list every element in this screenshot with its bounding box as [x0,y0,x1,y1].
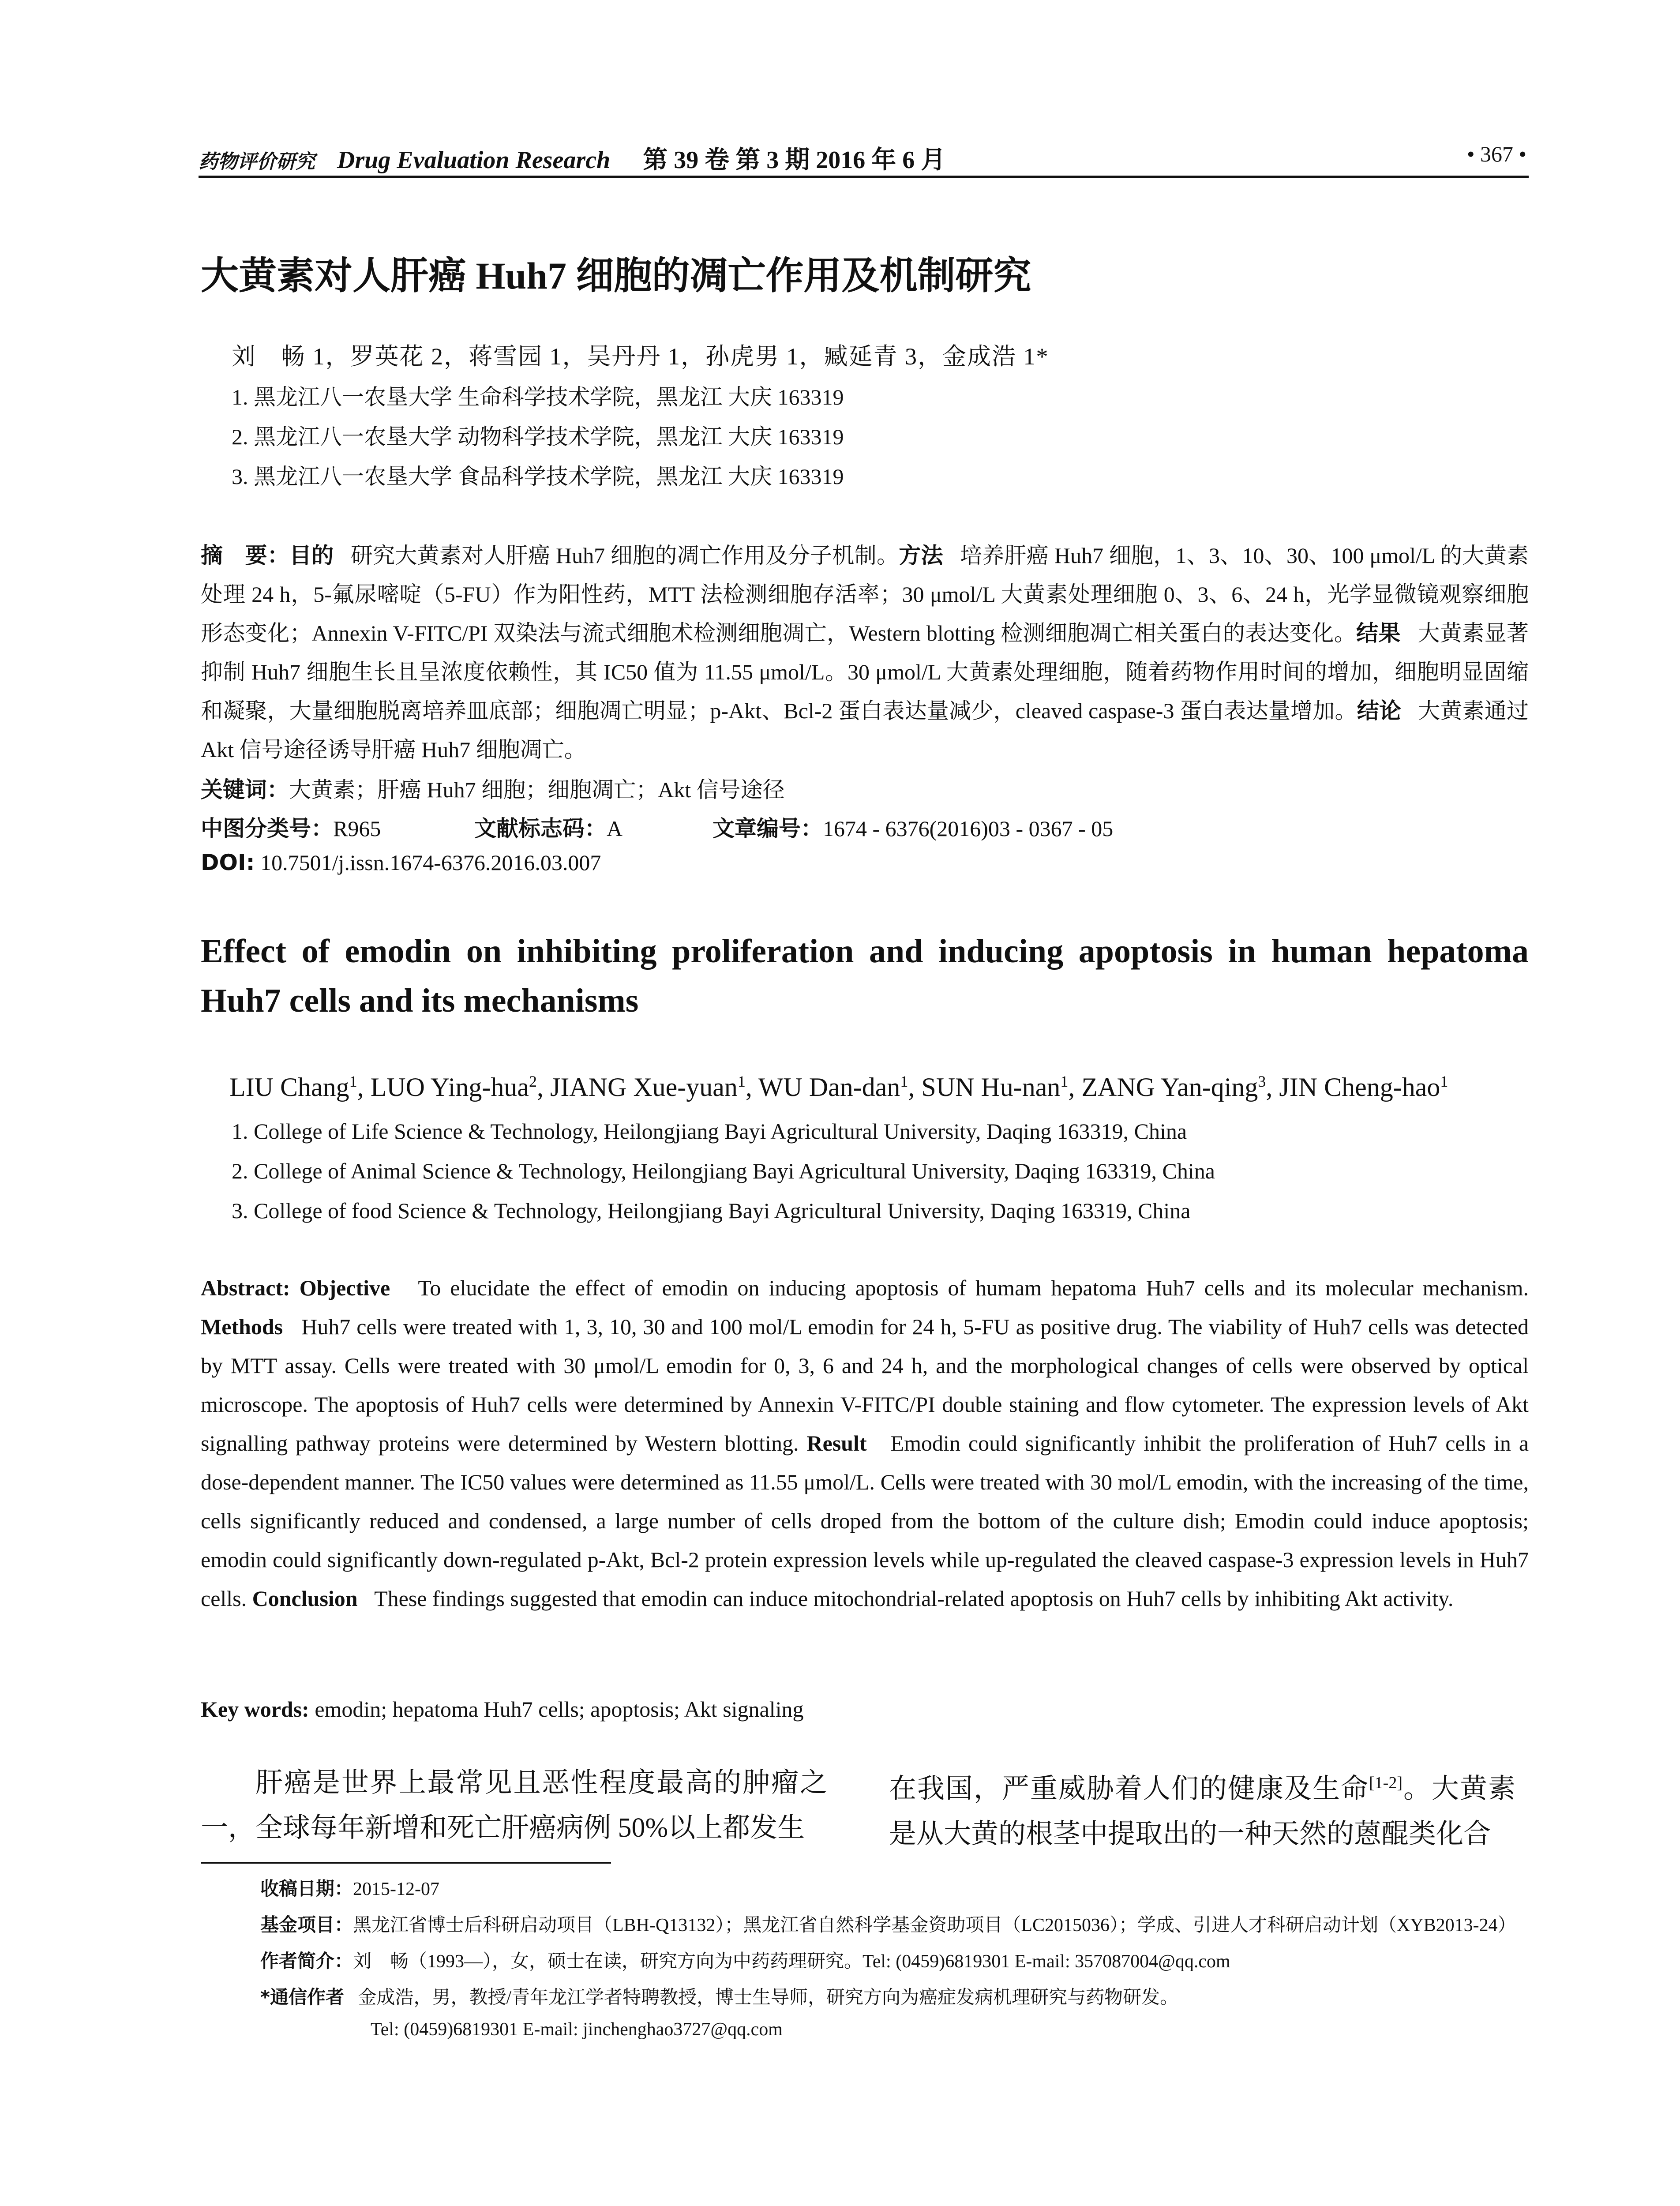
doi-label: DOI: [201,850,255,875]
cn-abstract [201,536,1529,769]
en-keywords [201,1696,804,1722]
body-right-part1: 在我国，严重威胁着人们的健康及生命 [889,1774,1369,1804]
en-keywords-text: emodin; hepatoma Huh7 cells; apoptosis; Akt signaling [315,1697,804,1722]
en-author: LUO Ying-hua [370,1073,529,1102]
en-keywords-label: Key words: [201,1697,309,1722]
journal-name-en: Drug Evaluation Research [337,146,611,174]
footnote-received: 收稿日期：2015-12-07 [260,1878,439,1899]
en-result-label: Result [806,1431,867,1456]
cn-keywords [201,772,785,804]
en-affiliation-3: 3. College of food Science & Technology, Heilongjiang Bayi Agricultural University, Daqing 163319, China [232,1198,1191,1223]
body-column-right [889,1760,1515,1857]
doi [201,850,601,875]
en-methods: Huh7 cells were treated with 1, 3, 10, 30 and 100 mol/L emodin for 24 h, 5-FU as positive drug. The viability of Huh7 cells was detected by MTT assay. Cells were treated with 30 μmol/L emodin for 0, 3, 6 and 24 h, and the morphological changes of cells were observed by optical microscope. The apoptosis of Huh7 cells were determined by Annexin V-FITC/PI double staining and flow cytometer. The expression levels of Akt signalling pathway proteins were determined by Western blotting. [201,1314,1529,1456]
body-column-left: 肝癌是世界上最常见且恶性程度最高的肿瘤之一，全球每年新增和死亡肝癌病例 50%以上都发生 [201,1768,827,1843]
citation-ref: [1-2] [1369,1774,1402,1792]
footnote-corresponding: *通信作者 金成浩，男，教授/青年龙江学者特聘教授，博士生导师，研究方向为癌症发病机理研究与药物研发。 [260,1986,1179,2008]
en-authors: LIU Chang$^1$, LUO Ying-hua$^2$, JIANG Xue-yuan$^1$, WU Dan-dan$^1$, SUN Hu-nan$^1$, ZANG Yan-qing$^3$, JIN Cheng-hao$^1$ [229,1073,1448,1102]
cn-methods: 培养肝癌 Huh7 细胞，1、3、10、30、100 μmol/L 的大黄素处理 24 h，5-氟尿嘧啶（5-FU）作为阳性药，MTT 法检测细胞存活率；30 μmol/L 大黄素处理细胞 0、3、6、24 h，光学显微镜观察细胞形态变化；Annexin V-FITC/PI 双染法与流式细胞术检测细胞凋亡，Western blotting 检测细胞凋亡相关蛋白的表达变化。 [201,543,1529,645]
en-title: Effect of emodin on inhibiting proliferation and inducing apoptosis in human hepatoma Huh7 cells and its mechanisms [201,933,1529,1019]
en-author: JIN Cheng-hao [1279,1073,1440,1102]
cn-conclusion: 大黄素通过 Akt 信号途径诱导肝癌 Huh7 细胞凋亡。 [201,698,1529,762]
footnote-fund: 基金项目：黑龙江省博士后科研启动项目（LBH-Q13132）；黑龙江省自然科学基金资助项目（LC2015036）；学成、引进人才科研启动计划（XYB2013-24） [260,1914,1516,1936]
en-affiliation-2: 2. College of Animal Science & Technology, Heilongjiang Bayi Agricultural University, Daqing 163319, China [232,1159,1215,1183]
en-result: Emodin could significantly inhibit the proliferation of Huh7 cells in a dose-dependent manner. The IC50 values were determined as 11.55 μmol/L. Cells were treated with 30 mol/L emodin, with the increasing of the time, cells significantly reduced and condensed, a large number of cells droped from the bottom of the culture dish; Emodin could induce apoptosis; emodin could significantly down-regulated p-Akt, Bcl-2 protein expression levels while up-regulated the cleaved caspase-3 expression levels in Huh7 cells. [201,1431,1529,1611]
en-author: WU Dan-dan [758,1073,900,1102]
doc-code: 文献标志码：A [474,816,623,841]
cn-classification-row [201,811,1114,843]
en-abstract [201,1268,1529,1618]
cn-title: 大黄素对人肝癌 Huh7 细胞的凋亡作用及机制研究 [201,255,1031,297]
en-author: JIANG Xue-yuan [550,1073,738,1102]
en-author: SUN Hu-nan [921,1073,1061,1102]
cn-affiliation-1: 1. 黑龙江八一农垦大学 生命科学技术学院，黑龙江 大庆 163319 [232,385,844,409]
clc-code: 中图分类号：R965 [201,816,381,841]
cn-affiliation-2: 2. 黑龙江八一农垦大学 动物科学技术学院，黑龙江 大庆 163319 [232,424,844,449]
volume-issue: 第 39 卷 第 3 期 2016 年 6 月 [643,146,946,174]
cn-keywords-label: 关键词： [201,777,289,803]
en-author: LIU Chang [229,1073,349,1102]
en-abstract-label: Abstract: Objective [201,1276,390,1300]
cn-results-label: 结果 [1356,620,1401,646]
running-header [199,140,1522,176]
cn-authors: 刘 畅 1，罗英花 2，蒋雪园 1，吴丹丹 1，孙虎男 1，臧延青 3，金成浩 1* [232,343,1049,370]
cn-results: 大黄素显著抑制 Huh7 细胞生长且呈浓度依赖性，其 IC50 值为 11.55 μmol/L。30 μmol/L 大黄素处理细胞，随着药物作用时间的增加，细胞明显固缩和凝聚，大量细胞脱离培养皿底部；细胞凋亡明显；p-Akt、Bcl-2 蛋白表达量减少，cleaved caspase-3 蛋白表达量增加。 [201,621,1529,723]
cn-abstract-label: 摘 要： [201,543,290,568]
article-number: 文章编号：1674 - 6376(2016)03 - 0367 - 05 [712,816,1114,841]
footnote-author: 作者简介：刘 畅（1993—），女，硕士在读，研究方向为中药药理研究。Tel: (0459)6819301 E-mail: 357087004@qq.com [260,1950,1230,1972]
body-right-part2: 。大黄素是从大黄的根茎中提取出的一种天然的蒽醌类化合 [889,1774,1515,1849]
en-methods-label: Methods [201,1314,283,1339]
footnote-corr-contact: Tel: (0459)6819301 E-mail: jinchenghao3727@qq.com [371,2019,783,2040]
header-rule [199,176,1529,178]
cn-conclusion-label: 结论 [1357,698,1402,724]
en-author: ZANG Yan-qing [1081,1073,1258,1102]
cn-objective-label: 目的 [289,543,334,568]
doi-value: 10.7501/j.issn.1674-6376.2016.03.007 [260,850,601,875]
cn-keywords-text: 大黄素；肝癌 Huh7 细胞；细胞凋亡；Akt 信号途径 [289,777,785,802]
cn-objective: 研究大黄素对人肝癌 Huh7 细胞的凋亡作用及分子机制。 [350,543,899,568]
cn-methods-label: 方法 [899,543,943,568]
cn-affiliation-3: 3. 黑龙江八一农垦大学 食品科学技术学院，黑龙江 大庆 163319 [232,464,844,489]
en-conclusion-label: Conclusion [252,1586,358,1611]
en-affiliation-1: 1. College of Life Science & Technology, Heilongjiang Bayi Agricultural University, Daqing 163319, China [232,1119,1187,1144]
en-conclusion: These findings suggested that emodin can induce mitochondrial-related apoptosis on Huh7 cells by inhibiting Akt activity. [374,1586,1454,1611]
en-objective: To elucidate the effect of emodin on inducing apoptosis of humam hepatoma Huh7 cells and its molecular mechanism. [418,1276,1529,1300]
footnote-rule [201,1862,611,1864]
journal-logo-cn: 药物评价研究 [199,150,315,173]
page-number: • 367 • [1466,142,1526,166]
